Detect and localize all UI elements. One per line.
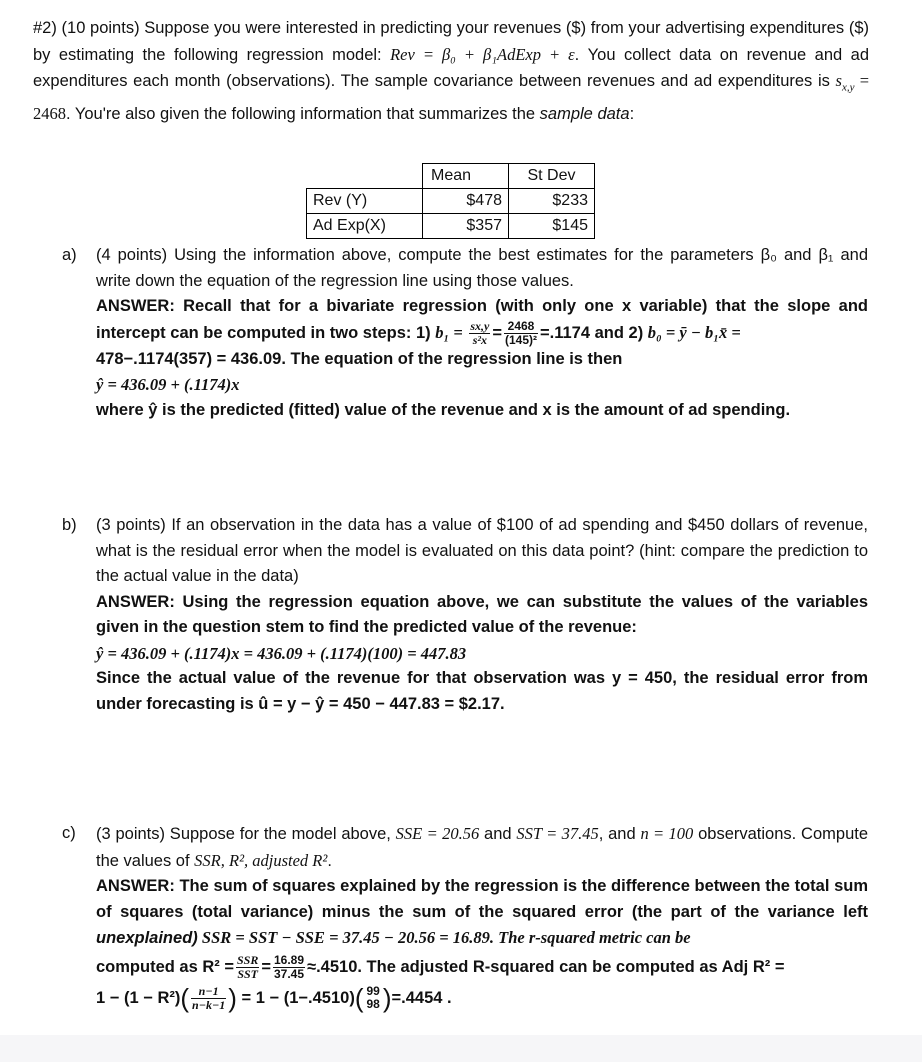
fraction-ssr-sst-values — [273, 954, 305, 981]
part-a-answer-3: 478−.1174(357) = 436.09. The equation of the regression line is then — [96, 349, 623, 368]
b1-symbol: b₁ = — [435, 322, 463, 342]
conjunction-and: and — [479, 825, 517, 843]
question-period: . — [327, 851, 332, 870]
part-c-answer-2a: computed as R² = — [96, 957, 234, 976]
row-label: Rev (Y) — [307, 189, 423, 214]
sst-value: SST = 37.45 — [516, 824, 599, 843]
fraction-denominator: (145)² — [504, 332, 537, 347]
target-quantities: SSR, R², adjusted R² — [194, 850, 328, 870]
part-c-answer-3c: =.4454 . — [391, 988, 452, 1007]
part-a-answer-4: where ŷ is the predicted (fitted) value of the revenue and x is the amount of ad spending. — [96, 400, 791, 419]
fraction-denominator: SST — [237, 966, 259, 981]
conjunction-comma: , and — [598, 825, 641, 843]
row-stdev: $145 — [509, 214, 595, 239]
part-c-answer-3b: = 1 − (1−.4510) — [241, 988, 355, 1007]
part-b-answer-2: Since the actual value of the revenue for that observation was y = 450, the residual error from under forecasting is û = y − ŷ = 450 − 447.83 = $2.17. — [96, 669, 868, 713]
b0-equation: b₀ = ȳ − b₁x̄ = — [647, 322, 741, 342]
fraction-values — [504, 320, 538, 347]
part-a-answer-1: ANSWER: Recall that for a bivariate regression (with only one x variable) that the slope and intercept can be computed in two steps: 1) — [96, 297, 868, 342]
part-c-answer-3a: 1 − (1 − R²) — [96, 988, 181, 1007]
part-a-question: (4 points) Using the information above, compute the best estimates for the parameters β₀ and β₁ and write down the equation of the regression line using those values. — [96, 246, 868, 290]
part-c-answer-1: ANSWER: The sum of squares explained by the regression is the difference between the total sum of squares (total variance) minus the sum of the squared error (the part of the variance left — [96, 877, 868, 921]
intro-sample-data: sample data — [539, 104, 630, 123]
intro-paragraph — [33, 16, 869, 127]
fraction-denominator: 37.45 — [274, 966, 305, 981]
part-c-question-2: observations. Compute the values of — [96, 825, 869, 870]
row-mean: $478 — [423, 189, 509, 214]
fraction-degrees-of-freedom: ( $\frac{n-1}{n-k-1}$ ) — [180, 983, 237, 1014]
summary-table — [306, 163, 595, 239]
header-stdev: St Dev — [509, 164, 595, 189]
summary-table-header — [307, 164, 595, 189]
covariance-value: = 2468 — [33, 71, 869, 123]
n-value: n = 100 — [640, 824, 694, 843]
part-c-answer-2b: ≈.4510. The adjusted R-squared can be computed as Adj R² = — [307, 957, 785, 976]
part-a-letter: a) — [62, 246, 77, 264]
ssr-equation: SSR = SST − SSE = 37.45 − 20.56 = 16.89. The r-squared metric can be — [197, 928, 691, 947]
sse-value: SSE = 20.56 — [395, 824, 480, 843]
model-equation: Rev = β₀ + β₁AdExp + ε — [390, 44, 575, 64]
fraction-99-98: ( 99 98 ) — [354, 983, 392, 1014]
part-c-letter: c) — [62, 824, 76, 842]
fraction-numerator: n−1 — [191, 985, 226, 999]
fraction-numerator: 2468 — [504, 320, 538, 334]
covariance-subscript: x,y — [841, 81, 855, 94]
part-b-answer-1: ANSWER: Using the regression equation above, we can substitute the values of the variables given in the question stem to find the predicted value of the revenue: — [96, 592, 868, 636]
part-c-question-1: (3 points) Suppose for the model above, — [96, 825, 396, 843]
part-a-answer-2: =.1174 and 2) — [540, 323, 648, 342]
table-row — [307, 214, 595, 239]
fraction-numerator: 16.89 — [274, 952, 305, 967]
header-mean: Mean — [423, 164, 509, 189]
part-c: c) (3 points) Suppose for the model above, SSE = 20.56 and SST = 37.45, and n = 100 observations. Compute the values of SSR, R², adjusted R². ANSWER: The sum of squares explained by the regression is the difference between the total sum of squares (total variance) minus the sum of the squared error (the part of the variance left unexplained) SSR = SST − SSE = 37.45 − 20.56 = 16.89. The r-squared metric can be computed as R² = $\frac{\text{SSR}}{\text{SST}}$ = $\frac{16.89}{37.45}$ ≈.4510. The adjusted R-squared can be computed as Adj R² = 1 − (1 − R²) ( $\frac{n-1}{n-k-1}$ ) = 1 − (1−.4510) ( 99 98 ) =.4454 . — [62, 821, 868, 1014]
fraction-denominator: s²x — [472, 332, 487, 347]
intro-text-2: . You collect data on revenue and ad expenditures each month (observations). The sample covariance between revenues and ad expenditures is — [33, 45, 869, 90]
row-stdev: $233 — [509, 189, 595, 214]
part-c-unexplained: unexplained) — [96, 929, 198, 947]
fraction-numerator: sx,y — [470, 318, 490, 333]
row-label: Ad Exp(X) — [307, 214, 423, 239]
part-a: a) (4 points) Using the information above, compute the best estimates for the parameters β₀ and β₁ and write down the equation of the regression line using those values. ANSWER: Recall that for a bivariate regression (with only one x variable) that the slope and intercept can be computed in two steps: 1) b₁ = $\frac{sx,y}{\text{s²x}}$ = $\frac{2468}{\text{(145)²}}$ =.1174 and 2) b₀ = ȳ − b₁x̄ = 478−.1174(357) = 436.09. The equation of the regression line is then ŷ = 436.09 + (.1174)x where ŷ is the predicted (fitted) value of the revenue and x is the amount of ad spending. — [62, 243, 868, 423]
intro-text-4: : — [629, 104, 635, 123]
intro-text-1: #2) (10 points) Suppose you were interested in predicting your revenues ($) from your advertising expenditures ($) by estimating the following regression model: — [33, 19, 869, 64]
fraction-denominator: n−k−1 — [192, 997, 226, 1012]
part-b — [62, 513, 868, 717]
table-row — [307, 189, 595, 214]
fraction-numerator: SSR — [237, 952, 259, 967]
part-b-letter: b) — [62, 516, 77, 534]
regression-equation: ŷ = 436.09 + (.1174)x — [96, 375, 240, 395]
row-mean: $357 — [423, 214, 509, 239]
fraction-numerator: 99 — [366, 984, 380, 999]
covariance-symbol: s — [835, 71, 842, 90]
part-b-question: (3 points) If an observation in the data has a value of $100 of ad spending and $450 dollars of revenue, what is the residual error when the model is evaluated on this data point? (hint: compare the prediction to the actual value in the data) — [96, 516, 868, 585]
fraction-ssr-sst — [236, 954, 259, 981]
fraction-cov-var — [469, 320, 490, 347]
summary-table-corner — [307, 164, 423, 189]
page-bottom-strip — [0, 1035, 922, 1062]
intro-text-3: . You're also given the following information that summarizes the — [66, 104, 540, 123]
prediction-equation: ŷ = 436.09 + (.1174)x = 436.09 + (.1174)(100) = 447.83 — [96, 643, 467, 663]
fraction-denominator: 98 — [366, 997, 380, 1012]
